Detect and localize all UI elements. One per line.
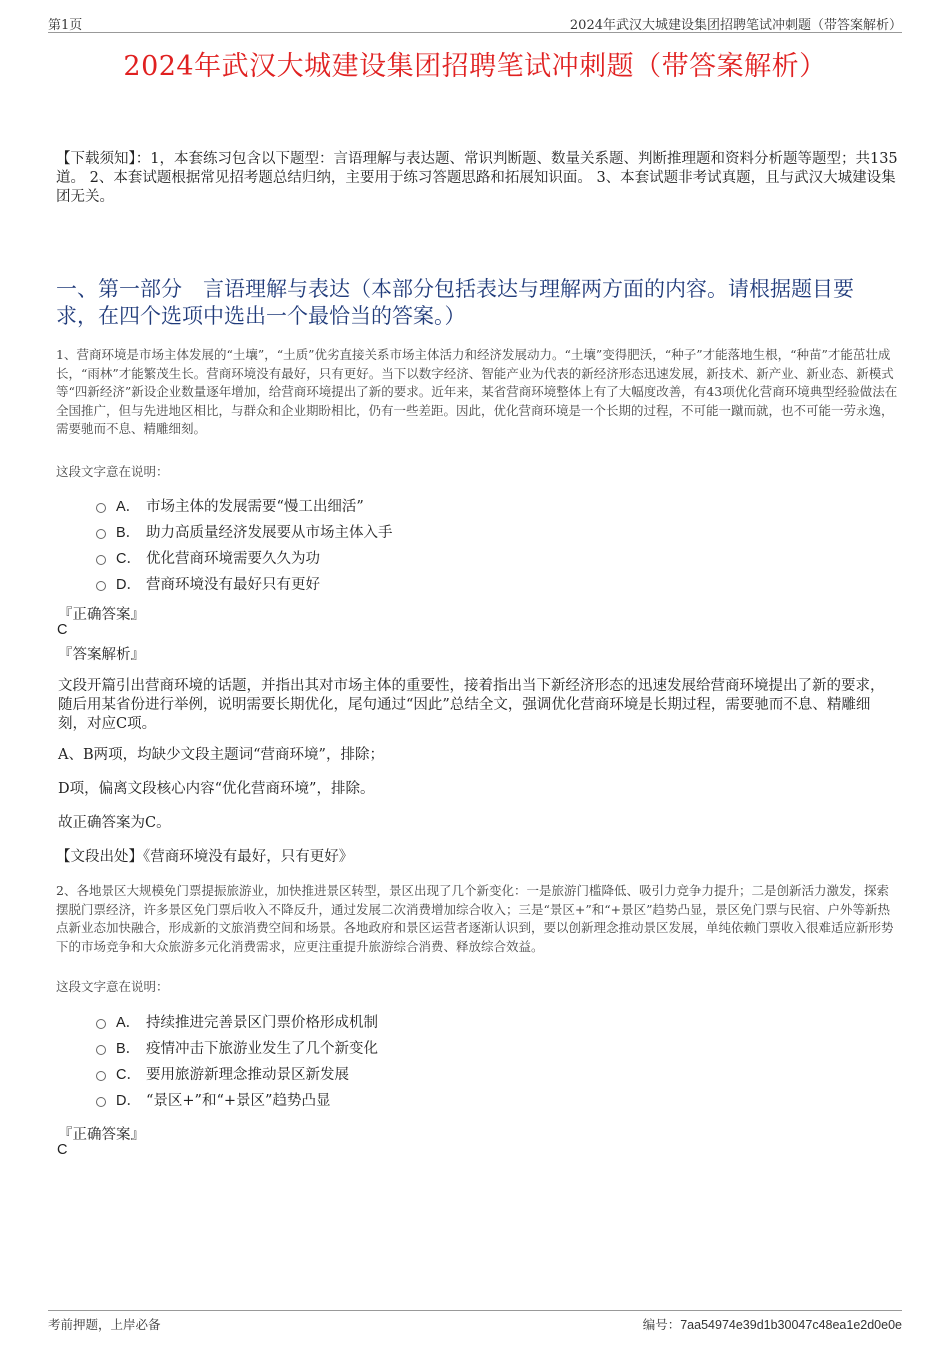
question-2-option-d[interactable] xyxy=(96,1086,378,1112)
footer-code xyxy=(643,1315,902,1333)
question-2-options xyxy=(96,1008,378,1112)
radio-icon[interactable] xyxy=(96,1045,106,1055)
section-heading: 一、第一部分 言语理解与表达（本部分包括表达与理解两方面的内容。请根据题目要求，在四个选项中选出一个最恰当的答案。） xyxy=(56,277,854,328)
header-doc-title: 2024年武汉大城建设集团招聘笔试冲刺题（带答案解析） xyxy=(569,18,902,33)
option-letter: A． xyxy=(116,1014,141,1031)
question-1-source: 【文段出处】《营商环境没有最好，只有更好》 xyxy=(56,849,354,865)
option-text: 营商环境没有最好只有更好 xyxy=(146,576,320,593)
option-text: “景区+”和“+景区”趋势凸显 xyxy=(146,1092,331,1109)
page-number: 第1页 xyxy=(48,18,83,33)
question-1-option-a[interactable] xyxy=(96,492,393,518)
download-notice: 【下载须知】：1，本套练习包含以下题型：言语理解与表达题、常识判断题、数量关系题、判断推理题和资料分析题等题型；共135道。 2、本套试题根据常见招考题总结归纳，主要用于练习答题思路和拓展知识面。 3、本套试题非考试真题，且与武汉大城建设集团无关。 xyxy=(56,151,898,205)
question-2-prompt: 这段文字意在说明： xyxy=(56,979,169,994)
question-2-option-c[interactable] xyxy=(96,1060,378,1086)
option-letter: B． xyxy=(116,524,141,541)
option-text: 持续推进完善景区门票价格形成机制 xyxy=(146,1014,378,1031)
option-letter: A． xyxy=(116,498,141,515)
radio-icon[interactable] xyxy=(96,503,106,513)
question-1-analysis-para: 文段开篇引出营商环境的话题，并指出其对市场主体的重要性，接着指出当下新经济形态的迅速发展给营商环境提出了新的要求，随后用某省份进行举例，说明需要长期优化，尾句通过“因此”总结全文，强调优化营商环境是长期过程，需要驰而不息、精雕细刻，对应C项。 xyxy=(58,678,885,732)
question-1-option-d[interactable] xyxy=(96,570,393,596)
question-1-answer-label: 『正确答案』 xyxy=(58,607,145,623)
option-text: 市场主体的发展需要“慢工出细活” xyxy=(146,498,364,515)
option-letter: D． xyxy=(116,1092,141,1109)
radio-icon[interactable] xyxy=(96,1019,106,1029)
question-1-conclusion: 故正确答案为C。 xyxy=(58,815,171,831)
question-1-analysis-label: 『答案解析』 xyxy=(58,647,145,663)
option-text: 疫情冲击下旅游业发生了几个新变化 xyxy=(146,1040,378,1057)
question-1-option-c[interactable] xyxy=(96,544,393,570)
page-header xyxy=(48,12,902,33)
question-1-text: 1、营商环境是市场主体发展的“土壤”，“土质”优劣直接关系市场主体活力和经济发展动力。“土壤”变得肥沃，“种子”才能落地生根，“种苗”才能茁壮成长，“雨林”才能繁茂生长。营商环境没有最好，只有更好。当下以数字经济、智能产业为代表的新经济形态迅速发展，新技术、新产业、新业态、新模式等“四新经济”新设企业数量逐年增加，给营商环境提出了新的要求。近年来，某省营商环境整体上有了大幅度改善，有43项优化营商环境典型经验做法在全国推广，但与先进地区相比，与群众和企业期盼相比，仍有一些差距。因此，优化营商环境是一个长期的过程，不可能一蹴而就，也不可能一劳永逸，需要驰而不息、精雕细刻。 xyxy=(56,347,898,436)
question-2-option-b[interactable] xyxy=(96,1034,378,1060)
question-2-text: 2、各地景区大规模免门票提振旅游业，加快推进景区转型，景区出现了几个新变化：一是旅游门槛降低、吸引力竞争力提升；二是创新活力激发，探索摆脱门票经济，许多景区免门票后收入不降反升，通过发展二次消费增加综合收入；三是“景区+”和“+景区”趋势凸显，景区免门票与民宿、户外等新热点新业态加快融合，形成新的文旅消费空间和场景。各地政府和景区运营者逐渐认识到，要以创新理念推动景区发展，单纯依赖门票收入很难适应新形势下的市场竞争和大众旅游多元化消费需求，应更注重提升旅游综合消费、释放综合效益。 xyxy=(56,883,894,954)
option-text: 要用旅游新理念推动景区新发展 xyxy=(146,1066,349,1083)
option-letter: B． xyxy=(116,1040,141,1057)
radio-icon[interactable] xyxy=(96,1097,106,1107)
option-letter: D． xyxy=(116,576,141,593)
radio-icon[interactable] xyxy=(96,555,106,565)
footer-slogan: 考前押题，上岸必备 xyxy=(48,1317,161,1332)
question-1-answer: C xyxy=(57,622,68,638)
question-2-answer: C xyxy=(57,1142,68,1158)
question-1-prompt: 这段文字意在说明： xyxy=(56,464,169,479)
question-2-option-a[interactable] xyxy=(96,1008,378,1034)
question-2-answer-label: 『正确答案』 xyxy=(58,1127,145,1143)
question-1-analysis-ab: A、B两项，均缺少文段主题词“营商环境”，排除； xyxy=(58,747,384,763)
question-1-option-b[interactable] xyxy=(96,518,393,544)
option-text: 助力高质量经济发展要从市场主体入手 xyxy=(146,524,393,541)
footer-code-label: 编号： xyxy=(642,1317,681,1332)
radio-icon[interactable] xyxy=(96,1071,106,1081)
question-1-options xyxy=(96,492,393,596)
document-title: 2024年武汉大城建设集团招聘笔试冲刺题（带答案解析） xyxy=(123,51,827,82)
radio-icon[interactable] xyxy=(96,581,106,591)
option-text: 优化营商环境需要久久为功 xyxy=(146,550,320,567)
footer-code-value: 7aa54974e39d1b30047c48ea1e2d0e0e xyxy=(680,1318,902,1332)
option-letter: C． xyxy=(116,1066,141,1083)
question-1-analysis-d: D项，偏离文段核心内容“优化营商环境”，排除。 xyxy=(58,781,375,797)
radio-icon[interactable] xyxy=(96,529,106,539)
option-letter: C． xyxy=(116,550,141,567)
page-footer xyxy=(48,1310,902,1335)
